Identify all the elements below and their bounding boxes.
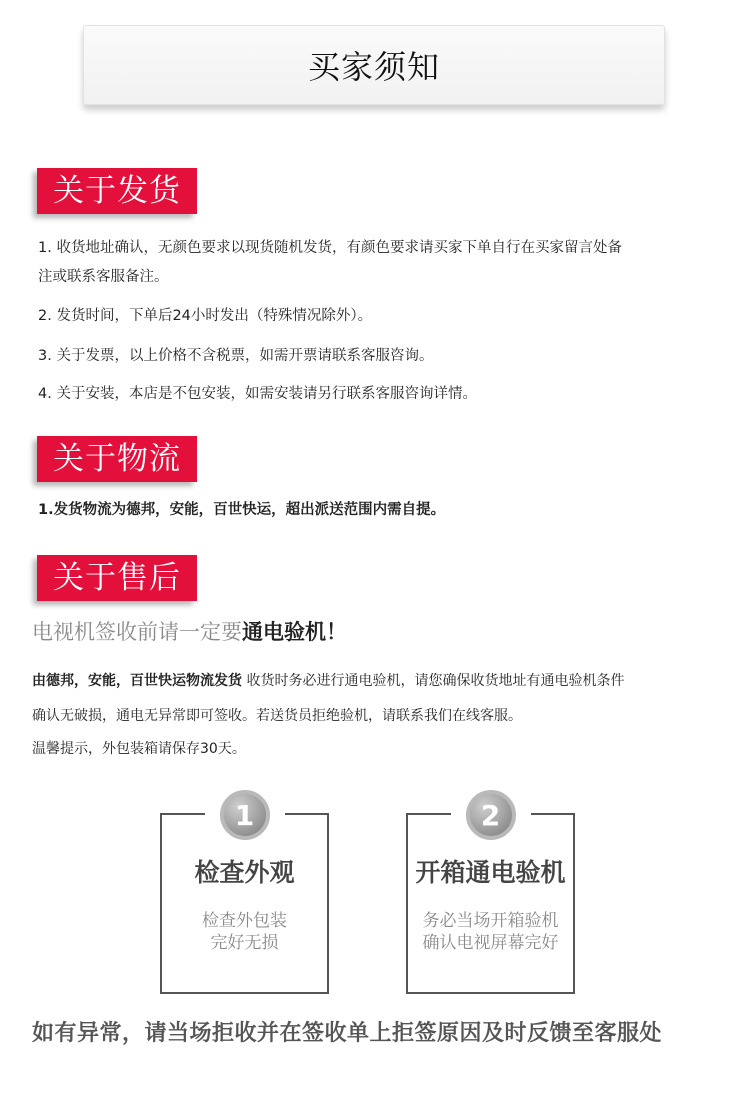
shipping-line-1: 1. 收货地址确认，无颜色要求以现货随机发货，有颜色要求请买家下单自行在买家留言处备 bbox=[38, 240, 622, 256]
logistics-line-1: 1.发货物流为德邦，安能，百世快运，超出派送范围内需自提。 bbox=[38, 502, 446, 518]
step-description bbox=[162, 910, 327, 954]
step-title: 开箱通电验机 bbox=[415, 858, 566, 887]
footer-notice: 如有异常，请当场拒收并在签收单上拒签原因及时反馈至客服处 bbox=[32, 1021, 663, 1046]
section-tag-aftersale: 关于售后 bbox=[37, 555, 197, 601]
aftersale-emphasis-prefix: 电视机签收前请一定要 bbox=[32, 620, 242, 644]
step-description-line-2: 确认电视屏幕完好 bbox=[422, 933, 559, 953]
aftersale-emphasis bbox=[32, 616, 347, 646]
aftersale-line-1 bbox=[32, 670, 624, 690]
aftersale-line-1-bold: 由德邦，安能，百世快运物流发货 bbox=[32, 673, 242, 689]
step-number-badge: 1 bbox=[220, 790, 270, 840]
step-card-inspect bbox=[160, 798, 329, 994]
step-number-badge: 2 bbox=[466, 790, 516, 840]
step-description-line-2: 完好无损 bbox=[210, 933, 279, 953]
shipping-line-1-cont: 注或联系客服备注。 bbox=[38, 269, 169, 285]
step-description-line-1: 务必当场开箱验机 bbox=[422, 911, 559, 931]
step-description-line-1: 检查外包装 bbox=[202, 911, 287, 931]
step-card-power-test bbox=[406, 798, 575, 994]
shipping-line-2: 2. 发货时间，下单后24小时发出（特殊情况除外）。 bbox=[38, 308, 373, 324]
step-description bbox=[408, 910, 573, 954]
aftersale-line-1-rest: 收货时务必进行通电验机，请您确保收货地址有通电验机条件 bbox=[242, 673, 625, 689]
step-title: 检查外观 bbox=[194, 858, 295, 887]
aftersale-line-2: 确认无破损，通电无异常即可签收。若送货员拒绝验机，请联系我们在线客服。 bbox=[32, 708, 522, 724]
aftersale-line-3: 温馨提示，外包装箱请保存30天。 bbox=[32, 741, 246, 757]
section-tag-shipping: 关于发货 bbox=[37, 168, 197, 214]
section-tag-logistics: 关于物流 bbox=[37, 436, 197, 482]
aftersale-emphasis-strong: 通电验机！ bbox=[242, 620, 347, 644]
shipping-line-3: 3. 关于发票，以上价格不含税票，如需开票请联系客服咨询。 bbox=[38, 348, 434, 364]
page-header bbox=[83, 25, 665, 105]
shipping-line-4: 4. 关于安装，本店是不包安装，如需安装请另行联系客服咨询详情。 bbox=[38, 386, 477, 402]
page-title: 买家须知 bbox=[307, 48, 440, 86]
